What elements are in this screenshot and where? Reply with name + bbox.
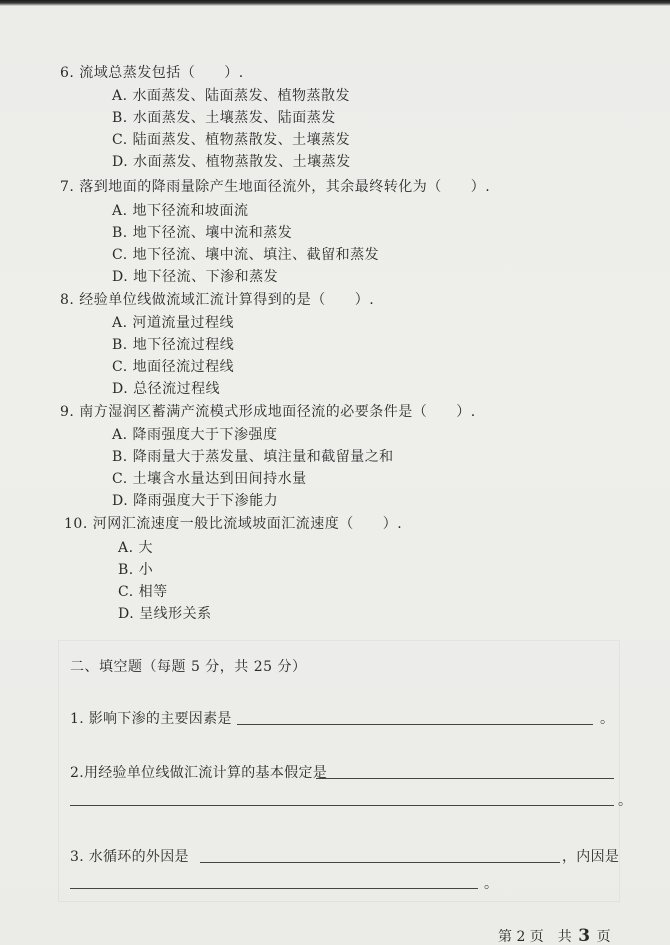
- question-6-option-c: C. 陆面蒸发、植物蒸散发、土壤蒸发: [112, 132, 351, 148]
- question-6-option-d: D. 水面蒸发、植物蒸散发、土壤蒸发: [112, 154, 351, 170]
- question-9-option-b: B. 降雨量大于蒸发量、填注量和截留量之和: [112, 449, 394, 465]
- fill-2-period: 。: [618, 793, 633, 809]
- question-9-option-c: C. 土壤含水量达到田间持水量: [112, 471, 307, 487]
- question-6-option-a: A. 水面蒸发、陆面蒸发、植物蒸散发: [112, 88, 351, 104]
- page-footer: [498, 926, 611, 945]
- question-8-option-d: D. 总径流过程线: [112, 381, 221, 397]
- question-6-option-b: B. 水面蒸发、土壤蒸发、陆面蒸发: [112, 110, 336, 126]
- fill-2-answer-line-2[interactable]: [70, 805, 614, 806]
- fill-3-prompt: 3. 水循环的外因是: [70, 849, 189, 865]
- question-8-stem: 8. 经验单位线做流域汇流计算得到的是（ ）.: [60, 292, 375, 308]
- question-10-stem: 10. 河网汇流速度一般比流域坡面汇流速度（ ）.: [64, 516, 403, 532]
- question-6-stem: 6. 流域总蒸发包括（ ）.: [60, 65, 244, 81]
- question-10-option-c: C. 相等: [118, 584, 168, 600]
- fill-2-answer-line-1[interactable]: [316, 778, 614, 779]
- question-8-option-a: A. 河道流量过程线: [112, 315, 235, 331]
- fill-3-answer-line-1[interactable]: [200, 862, 560, 863]
- question-7-option-a: A. 地下径流和坡面流: [112, 203, 249, 219]
- question-7-option-c: C. 地下径流、壤中流、填注、截留和蒸发: [112, 247, 380, 263]
- question-8-option-b: B. 地下径流过程线: [112, 337, 235, 353]
- question-9-option-a: A. 降雨强度大于下渗强度: [112, 427, 278, 443]
- fill-1-prompt: 1. 影响下渗的主要因素是: [70, 711, 232, 727]
- fill-3-answer-line-2[interactable]: [70, 888, 478, 889]
- question-9-stem: 9. 南方湿润区蓄满产流模式形成地面径流的必要条件是（ ）.: [60, 404, 476, 420]
- fill-3-period: 。: [484, 876, 499, 892]
- fill-3-middle: ，内因是: [562, 849, 620, 865]
- section-title: 二、填空题（每题 5 分，共 25 分）: [70, 659, 307, 675]
- fill-1-answer-line[interactable]: [237, 724, 593, 725]
- page-suffix: 页: [596, 929, 611, 945]
- fill-1-period: 。: [600, 711, 615, 727]
- question-8-option-c: C. 地面径流过程线: [112, 359, 235, 375]
- question-9-option-d: D. 降雨强度大于下渗能力: [112, 493, 279, 509]
- question-7-option-b: B. 地下径流、壤中流和蒸发: [112, 225, 293, 241]
- question-10-option-a: A. 大: [118, 540, 154, 556]
- question-7-option-d: D. 地下径流、下渗和蒸发: [112, 269, 279, 285]
- fill-2-prompt: 2.用经验单位线做汇流计算的基本假定是: [70, 765, 328, 781]
- question-10-option-b: B. 小: [118, 562, 154, 578]
- page-number-label: 第 2 页 共: [498, 929, 572, 945]
- total-pages: 3: [578, 926, 591, 945]
- scan-top-edge: [0, 0, 670, 6]
- question-10-option-d: D. 呈线形关系: [118, 606, 212, 622]
- question-7-stem: 7. 落到地面的降雨量除产生地面径流外，其余最终转化为（ ）.: [60, 179, 491, 195]
